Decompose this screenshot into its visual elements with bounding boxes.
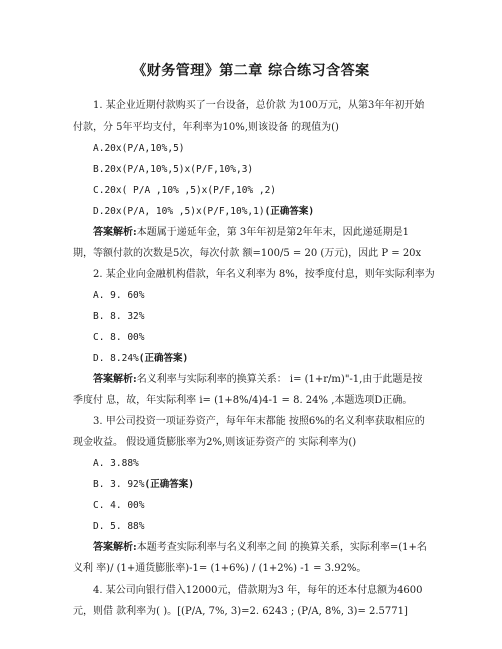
question-4-text: 4. 某公司向银行借入12000元，借款期为3 年，每年的还本付息额为4600 [93,585,423,596]
correct-answer-tag: (正确答案) [264,206,315,217]
question-3-analysis [93,541,427,554]
question-3-text-cont: 现金收益。 假设通货膨胀率为2%,则该证券资产的 实际利率为() [73,437,357,448]
question-3-analysis-text: 本题考查实际利率与名义利率之间 的换算关系，实际利率=(1+名 [136,542,427,553]
question-1-option-c: C.20x( P/A ,10% ,5)x(P/F,10% ,2) [93,185,277,196]
question-3-option-a: A. 3.88% [93,458,139,469]
question-2-option-d-text: D. 8.24% [93,353,139,364]
question-1-analysis-text: 本题属于递延年金，第 3年年初是第2年年末，因此递延期是1 [136,227,409,238]
question-1-text: 1. 某企业近期付款购买了一台设备，总价款 为100万元，从第3年年初开始 [93,100,425,111]
question-3-option-b-text: B. 3. 92% [93,479,145,490]
question-2-option-d [93,352,188,365]
question-1-option-a: A.20x(P/A,10%,5) [93,143,185,154]
question-1-text-cont: 付款，分 5年平均支付，年利率为10%,则该设备 的现值为() [73,122,339,133]
question-4-text-cont: 元，则借 款利率为( )。[(P/A, 7%, 3)=2. 6243 ; (P/A, 8%, 3)= 2.5771] [73,606,408,617]
question-1-analysis-cont: 期，等额付款的次数是5次，每次付款 额=100/5 = 20 (万元)，因此 P = 20x [73,248,422,259]
question-3-analysis-cont: 义利 率)/ (1+通货膨胀率)-1= (1+6%) / (1+2%) -1 = 3.92%。 [73,563,367,574]
question-1-analysis [93,226,409,239]
question-2-option-b: B. 8. 32% [93,311,145,322]
correct-answer-tag: (正确答案) [144,479,194,490]
question-2-analysis-cont: 季度付 息，故，年实际利率 i= (1+8%/4)4-1 = 8. 24% ,本题选项D正确。 [73,395,413,406]
question-2-analysis-text: 名义利率与实际利率的换算关系： i= (1+r/m)"-1,由于此题是按 [136,374,423,385]
question-3-option-c: C. 4. 00% [93,500,145,511]
question-1-option-b: B.20x(P/A,10%,5)x(P/F,10%,3) [93,164,254,175]
correct-answer-tag: (正确答案) [138,353,189,364]
analysis-label: 答案解析: [93,227,137,238]
question-2-option-a: A. 9. 60% [93,290,145,301]
question-2-option-c: C. 8. 00% [93,332,145,343]
question-3-option-b [93,478,194,491]
question-3-text: 3. 甲公司投资一项证券资产，每年年末都能 按照6%的名义利率获取相应的 [93,416,425,427]
analysis-label: 答案解析: [93,374,137,385]
question-1-option-d [93,205,314,218]
question-1-option-d-text: D.20x(P/A, 10% ,5)x(P/F,10%,1) [93,206,265,217]
document-title: 《财务管理》第二章 综合练习含答案 [132,63,370,79]
question-2-analysis [93,373,422,386]
question-2-text: 2. 某企业向金融机构借款，年名义利率为 8%，按季度付息，则年实际利率为 [93,269,435,280]
question-3-option-d: D. 5. 88% [93,521,145,532]
analysis-label: 答案解析: [93,542,137,553]
